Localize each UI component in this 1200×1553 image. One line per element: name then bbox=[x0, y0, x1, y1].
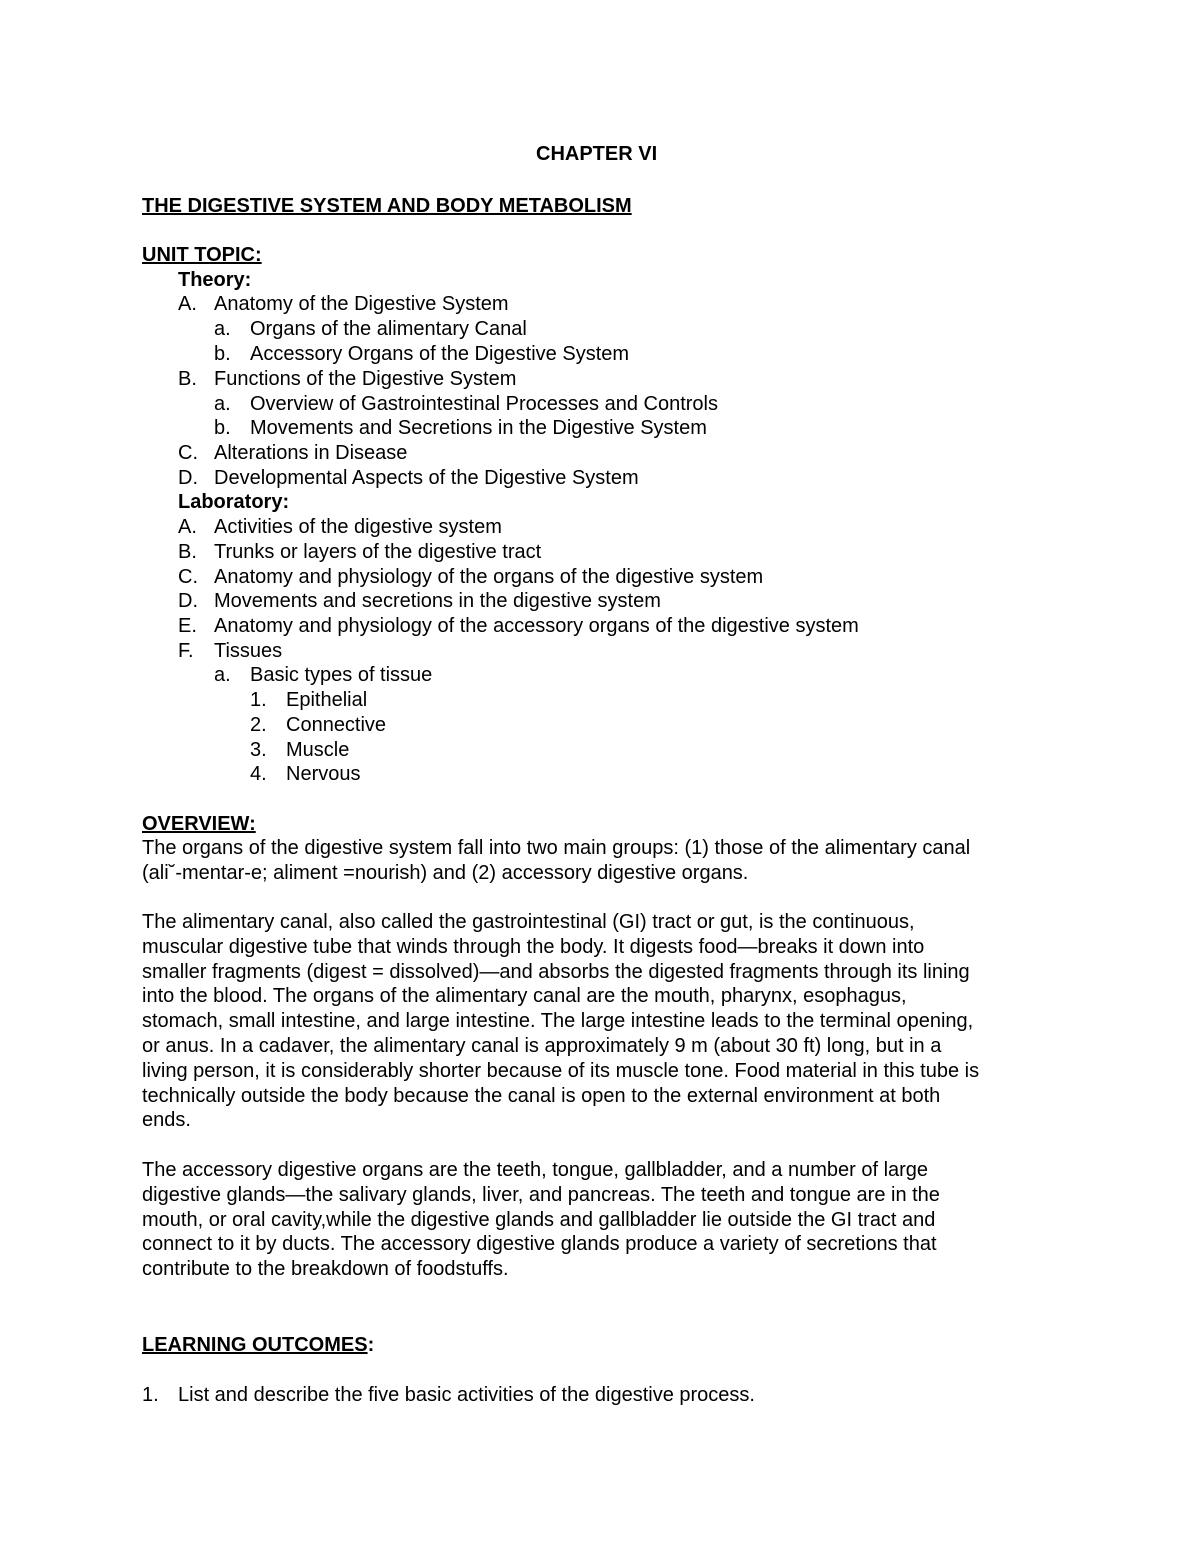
theory-item: A. Anatomy of the Digestive System bbox=[178, 293, 509, 315]
theory-subitem: b. Accessory Organs of the Digestive System bbox=[214, 343, 630, 365]
overview-paragraph-2 bbox=[142, 910, 1062, 1133]
paragraph-line: The accessory digestive organs are the teeth, tongue, gallbladder, and a number of large bbox=[142, 1159, 929, 1181]
paragraph-line: connect to it by ducts. The accessory digestive glands produce a variety of secretions that bbox=[142, 1233, 937, 1256]
overview-paragraph-3 bbox=[142, 1158, 1062, 1282]
paragraph-line: mouth, or oral cavity,while the digestive glands and gallbladder lie outside the GI tract and bbox=[142, 1208, 936, 1231]
paragraph-line: technically outside the body because the canal is open to the external environment at both bbox=[142, 1084, 941, 1107]
theory-subitem: a. Organs of the alimentary Canal bbox=[214, 318, 527, 340]
paragraph-line: The alimentary canal, also called the gastrointestinal (GI) tract or gut, is the continuous, bbox=[142, 911, 915, 933]
paragraph-line: muscular digestive tube that winds through the body. It digests food—breaks it down into bbox=[142, 935, 925, 958]
laboratory-label: Laboratory: bbox=[178, 491, 290, 513]
theory-item: B. Functions of the Digestive System bbox=[178, 368, 517, 390]
theory-subitem: a. Overview of Gastrointestinal Processes and Controls bbox=[214, 393, 718, 415]
overview-heading: OVERVIEW: bbox=[142, 813, 256, 835]
theory-subitem: b. Movements and Secretions in the Digestive System bbox=[214, 417, 707, 439]
paragraph-line: digestive glands—the salivary glands, liver, and pancreas. The teeth and tongue are in the bbox=[142, 1183, 940, 1206]
laboratory-item: D. Movements and secretions in the digestive system bbox=[178, 590, 661, 612]
main-title: THE DIGESTIVE SYSTEM AND BODY METABOLISM bbox=[142, 195, 632, 217]
paragraph-line: ends. bbox=[142, 1109, 191, 1132]
paragraph-line: living person, it is considerably shorter because of its muscle tone. Food material in this tube is bbox=[142, 1059, 980, 1082]
laboratory-item: C. Anatomy and physiology of the organs of the digestive system bbox=[178, 566, 764, 588]
paragraph-line: contribute to the breakdown of foodstuffs. bbox=[142, 1258, 509, 1281]
laboratory-item: F. Tissues bbox=[178, 640, 283, 662]
paragraph-line: smaller fragments (digest = dissolved)—and absorbs the digested fragments through its lining bbox=[142, 960, 970, 983]
laboratory-subitem: a. Basic types of tissue bbox=[214, 664, 433, 686]
tissue-type-item: 2. Connective bbox=[250, 714, 387, 736]
paragraph-line: stomach, small intestine, and large intestine. The large intestine leads to the terminal opening, bbox=[142, 1010, 974, 1033]
tissue-type-item: 4. Nervous bbox=[250, 763, 361, 785]
overview-paragraph-1 bbox=[142, 836, 1062, 886]
unit-topic-heading: UNIT TOPIC: bbox=[142, 244, 262, 266]
laboratory-item: A. Activities of the digestive system bbox=[178, 516, 502, 538]
paragraph-line: (ali˘-mentar-e; aliment =nourish) and (2) accessory digestive organs. bbox=[142, 861, 749, 884]
learning-outcome-item: 1. List and describe the five basic activities of the digestive process. bbox=[142, 1384, 755, 1406]
theory-label: Theory: bbox=[178, 269, 252, 291]
tissue-type-item: 1. Epithelial bbox=[250, 689, 368, 711]
chapter-title: CHAPTER VI bbox=[536, 143, 658, 165]
laboratory-item: B. Trunks or layers of the digestive tract bbox=[178, 541, 542, 563]
paragraph-line: The organs of the digestive system fall into two main groups: (1) those of the alimentary canal bbox=[142, 837, 971, 859]
theory-item: D. Developmental Aspects of the Digestive System bbox=[178, 467, 639, 489]
learning-outcomes-heading: LEARNING OUTCOMES: bbox=[142, 1334, 375, 1356]
paragraph-line: or anus. In a cadaver, the alimentary canal is approximately 9 m (about 30 ft) long, but in a bbox=[142, 1034, 942, 1057]
laboratory-item: E. Anatomy and physiology of the accessory organs of the digestive system bbox=[178, 615, 859, 637]
tissue-type-item: 3. Muscle bbox=[250, 739, 350, 761]
paragraph-line: into the blood. The organs of the alimentary canal are the mouth, pharynx, esophagus, bbox=[142, 985, 907, 1008]
theory-item: C. Alterations in Disease bbox=[178, 442, 408, 464]
